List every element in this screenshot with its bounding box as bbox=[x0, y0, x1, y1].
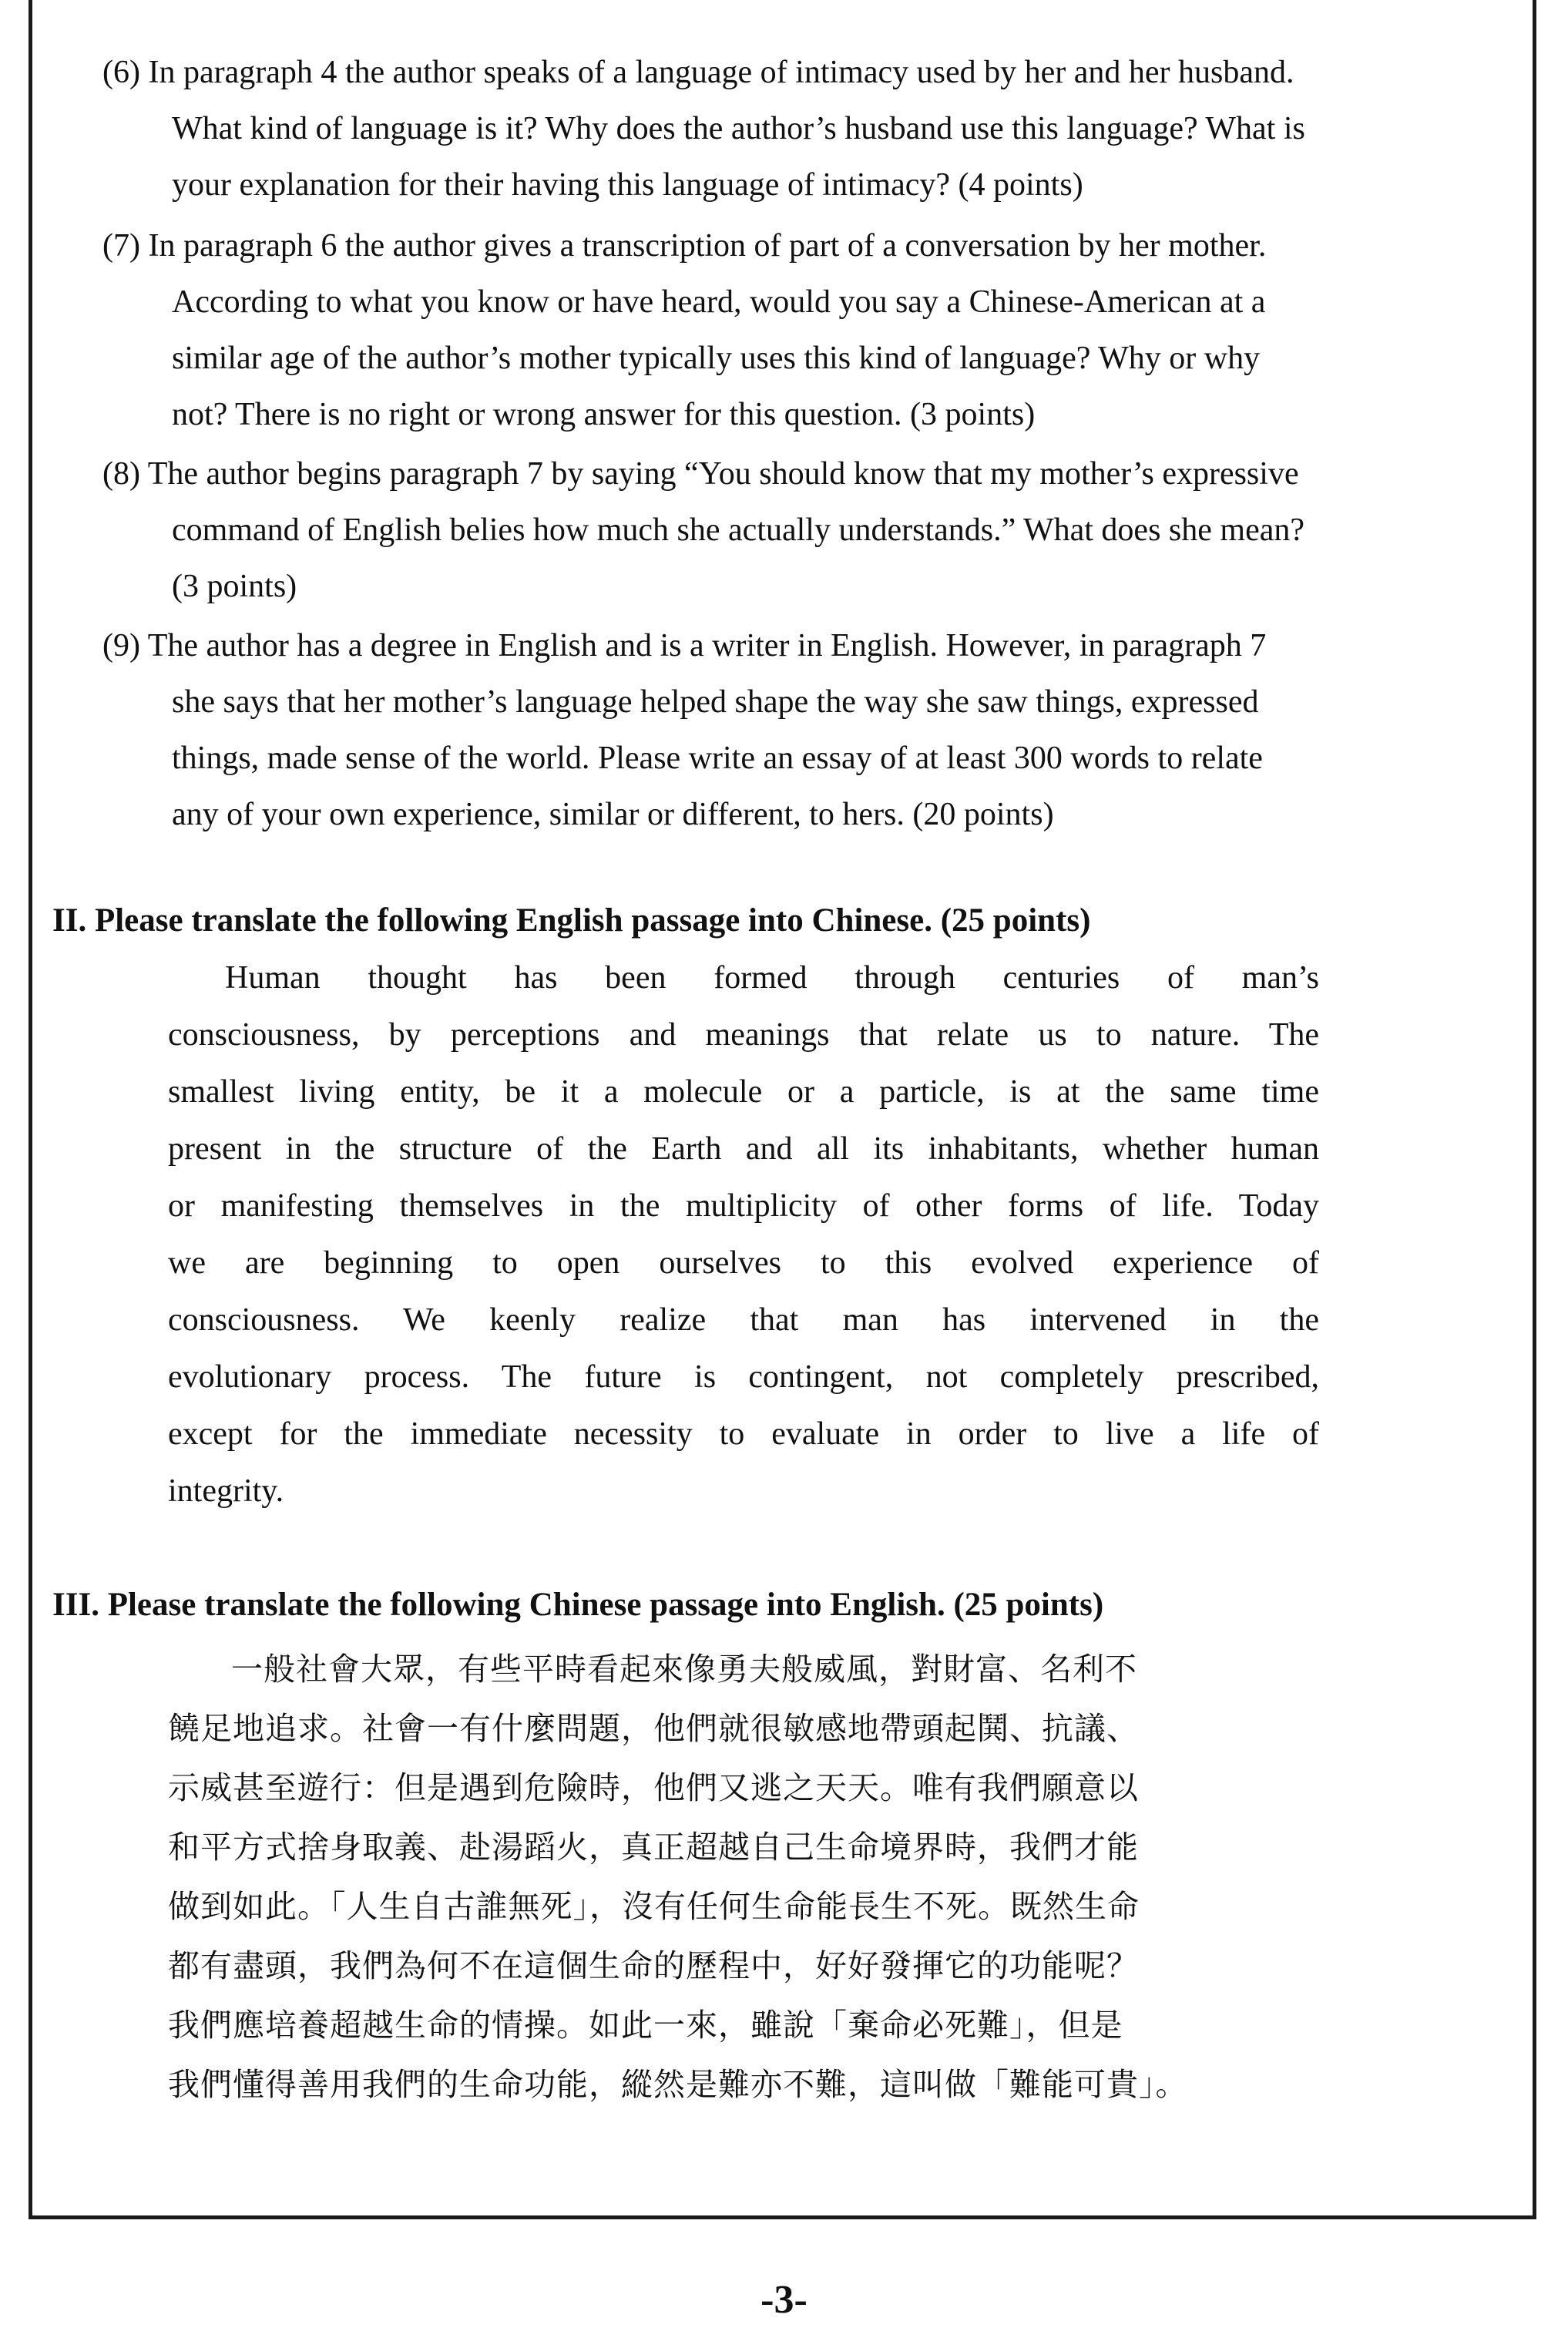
page-number: -3- bbox=[760, 2278, 808, 2322]
question-line: (8) The author begins paragraph 7 by saying “You should know that my mother’s expressive bbox=[102, 456, 1299, 492]
passage-line: consciousness. We keenly realize that man has intervened in the bbox=[168, 1302, 1319, 1338]
passage-line: integrity. bbox=[168, 1473, 284, 1509]
question-line: command of English belies how much she actually understands.” What does she mean? bbox=[172, 512, 1304, 548]
question-line: any of your own experience, similar or different, to hers. (20 points) bbox=[172, 797, 1054, 832]
question-line: not? There is no right or wrong answer for this question. (3 points) bbox=[172, 397, 1036, 432]
passage-line: evolutionary process. The future is contingent, not completely prescribed, bbox=[168, 1359, 1319, 1395]
passage-line: smallest living entity, be it a molecule or a particle, is at the same time bbox=[168, 1074, 1319, 1110]
section-2-heading: II. Please translate the following English passage into Chinese. (25 points) bbox=[52, 902, 1091, 939]
passage-line: consciousness, by perceptions and meanings that relate us to nature. The bbox=[168, 1017, 1319, 1053]
chinese-line: 我們懂得善用我們的生命功能，縱然是難亦不難，這叫做「難能可貴」。 bbox=[168, 2066, 1188, 2103]
section-3-heading: III. Please translate the following Chinese passage into English. (25 points) bbox=[52, 1587, 1104, 1623]
passage-line: present in the structure of the Earth and all its inhabitants, whether human bbox=[168, 1131, 1319, 1167]
question-line: she says that her mother’s language helped shape the way she saw things, expressed bbox=[172, 684, 1259, 720]
question-line: (6) In paragraph 4 the author speaks of a language of intimacy used by her and her husband. bbox=[102, 55, 1294, 90]
chinese-line: 都有盡頭，我們為何不在這個生命的歷程中，好好發揮它的功能呢？ bbox=[168, 1947, 1139, 1984]
passage-line: Human thought has been formed through centuries of man’s bbox=[225, 960, 1319, 996]
chinese-line: 做到如此。「人生自古誰無死」，沒有任何生命能長生不死。既然生命 bbox=[168, 1888, 1140, 1925]
chinese-line: 我們應培養超越生命的情操。如此一來，雖說「棄命必死難」，但是 bbox=[168, 2007, 1123, 2044]
question-line: (7) In paragraph 6 the author gives a transcription of part of a conversation by her mother. bbox=[102, 228, 1267, 264]
question-line: According to what you know or have heard, would you say a Chinese-American at a bbox=[172, 284, 1266, 320]
passage-line: except for the immediate necessity to evaluate in order to live a life of bbox=[168, 1416, 1319, 1452]
chinese-line: 一般社會大眾，有些平時看起來像勇夫般威風，對財富、名利不 bbox=[231, 1651, 1137, 1688]
passage-line: we are beginning to open ourselves to this evolved experience of bbox=[168, 1245, 1319, 1281]
question-line: What kind of language is it? Why does the author’s husband use this language? What is bbox=[172, 111, 1305, 146]
passage-line: or manifesting themselves in the multiplicity of other forms of life. Today bbox=[168, 1188, 1319, 1224]
question-line: your explanation for their having this language of intimacy? (4 points) bbox=[172, 167, 1083, 203]
question-line: things, made sense of the world. Please write an essay of at least 300 words to relate bbox=[172, 741, 1263, 776]
question-line: similar age of the author’s mother typically uses this kind of language? Why or why bbox=[172, 341, 1261, 376]
question-line: (9) The author has a degree in English and is a writer in English. However, in paragraph 7 bbox=[102, 628, 1267, 663]
chinese-line: 示威甚至遊行：但是遇到危險時，他們又逃之天天。唯有我們願意以 bbox=[168, 1769, 1139, 1806]
question-line: (3 points) bbox=[172, 569, 297, 604]
chinese-line: 和平方式捨身取義、赴湯蹈火，真正超越自己生命境界時，我們才能 bbox=[168, 1829, 1139, 1866]
chinese-line: 饒足地追求。社會一有什麼問題，他們就很敏感地帶頭起鬨、抗議、 bbox=[168, 1710, 1139, 1747]
